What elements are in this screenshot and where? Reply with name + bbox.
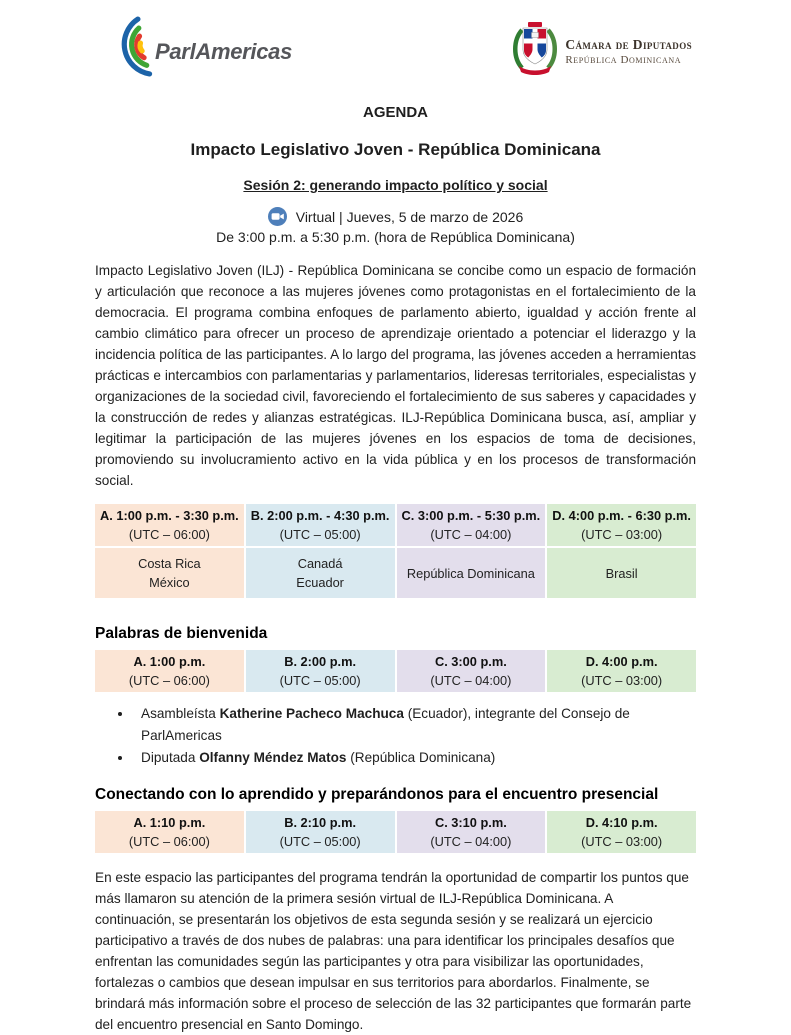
timezone-time: C. 3:00 p.m. - 5:30 p.m. bbox=[401, 508, 541, 523]
session-utc: (UTC – 06:00) bbox=[128, 834, 210, 849]
parlamericas-arcs-icon bbox=[103, 16, 161, 87]
welcome-time-cell-b bbox=[246, 650, 395, 692]
intro-paragraph: Impacto Legislativo Joven (ILJ) - República Dominicana se concibe como un espacio de formación y articulación que reconoce a las mujeres jóvenes como protagonistas en el fortalecimiento de la democracia. El programa combina enfoques de parlamento abierto, igualdad y acción frente al cambio climático para ofrecer un proceso de aprendizaje orientado a potenciar el liderazgo y la incidencia política de las participantes. A lo largo del programa, las jóvenes acceden a herramientas prácticas e intercambios con parlamentarias y parlamentarios, lideresas territoriales, especialistas y organizaciones de la sociedad civil, favoreciendo el fortalecimiento de sus saberes y capacidades y la construcción de redes y alianzas estratégicas. ILJ-República Dominicana busca, así, ampliar y legitimar la participación de las mujeres jóvenes en los espacios de toma de decisiones, promoviendo su involucramiento activo en la vida pública y en los procesos de transformación social. bbox=[95, 263, 696, 488]
timezone-cell-d bbox=[547, 504, 696, 546]
session-utc: (UTC – 03:00) bbox=[581, 834, 663, 849]
timezone-table bbox=[93, 502, 698, 600]
speaker-title: Asambleísta bbox=[141, 706, 220, 721]
session-utc: (UTC – 05:00) bbox=[279, 673, 361, 688]
timezone-utc: (UTC – 04:00) bbox=[430, 527, 512, 542]
session-time: D. 4:00 p.m. bbox=[585, 654, 658, 669]
session-time: A. 1:00 p.m. bbox=[133, 654, 206, 669]
speaker-name: Olfanny Méndez Matos bbox=[199, 750, 347, 765]
session-utc: (UTC – 04:00) bbox=[430, 673, 512, 688]
connecting-time-cell-a bbox=[95, 811, 244, 853]
country-name: México bbox=[149, 575, 190, 590]
country-name: Ecuador bbox=[296, 575, 344, 590]
chamber-name: Cámara de Diputados bbox=[565, 37, 692, 52]
session-title: Sesión 2: generando impacto político y social bbox=[243, 177, 548, 193]
section-heading-welcome: Palabras de bienvenida bbox=[95, 625, 268, 642]
timezone-countries-row bbox=[95, 548, 696, 598]
welcome-times-table bbox=[93, 648, 698, 694]
country-name: Brasil bbox=[605, 565, 638, 581]
connecting-time-cell-d bbox=[547, 811, 696, 853]
welcome-times-row bbox=[95, 650, 696, 692]
video-camera-icon bbox=[268, 207, 287, 226]
timezone-cell-c bbox=[397, 504, 546, 546]
event-mode-text: Virtual | Jueves, 5 de marzo de 2026 bbox=[295, 208, 524, 225]
agenda-label: AGENDA bbox=[362, 104, 428, 121]
speaker-detail: (Ecuador), integrante del Consejo de ParlAmericas bbox=[141, 706, 630, 743]
connecting-time-cell-c bbox=[397, 811, 546, 853]
country-name: Costa Rica bbox=[138, 556, 201, 571]
session-utc: (UTC – 05:00) bbox=[279, 834, 361, 849]
dominican-coat-of-arms-icon bbox=[512, 20, 558, 83]
country-name: República Dominicana bbox=[406, 565, 535, 581]
countries-cell-b bbox=[246, 548, 395, 598]
welcome-time-cell-a bbox=[95, 650, 244, 692]
welcome-time-cell-c bbox=[397, 650, 546, 692]
timezone-cell-a bbox=[95, 504, 244, 546]
connecting-times-table bbox=[93, 809, 698, 855]
chamber-logo-text bbox=[565, 37, 692, 66]
page-title: Impacto Legislativo Joven - República Dominicana bbox=[190, 140, 601, 159]
countries-cell-c bbox=[397, 548, 546, 598]
country-name: Canadá bbox=[297, 556, 343, 571]
connecting-time-cell-b bbox=[246, 811, 395, 853]
session-utc: (UTC – 06:00) bbox=[128, 673, 210, 688]
speaker-item bbox=[133, 747, 696, 769]
timezone-time: B. 2:00 p.m. - 4:30 p.m. bbox=[250, 508, 390, 523]
countries-cell-a bbox=[95, 548, 244, 598]
parlamericas-logo bbox=[103, 16, 292, 87]
event-time-text: De 3:00 p.m. a 5:30 p.m. (hora de República Dominicana) bbox=[216, 229, 575, 245]
section-heading-connecting: Conectando con lo aprendido y preparándonos para el encuentro presencial bbox=[95, 786, 659, 803]
camara-diputados-logo bbox=[512, 20, 692, 83]
session-utc: (UTC – 04:00) bbox=[430, 834, 512, 849]
event-mode-line bbox=[95, 207, 696, 226]
session-time: D. 4:10 p.m. bbox=[585, 815, 658, 830]
session-utc: (UTC – 03:00) bbox=[581, 673, 663, 688]
speaker-detail: (República Dominicana) bbox=[346, 750, 496, 765]
speaker-title: Diputada bbox=[141, 750, 200, 765]
countries-cell-d bbox=[547, 548, 696, 598]
timezone-time: A. 1:00 p.m. - 3:30 p.m. bbox=[100, 508, 239, 523]
speaker-item bbox=[133, 703, 696, 747]
parlamericas-logo-text: ParlAmericas bbox=[155, 38, 293, 64]
chamber-country: República Dominicana bbox=[565, 54, 682, 66]
timezone-utc: (UTC – 05:00) bbox=[279, 527, 361, 542]
session-time: B. 2:00 p.m. bbox=[284, 654, 357, 669]
timezone-utc: (UTC – 06:00) bbox=[128, 527, 210, 542]
session-time: A. 1:10 p.m. bbox=[133, 815, 206, 830]
timezone-time: D. 4:00 p.m. - 6:30 p.m. bbox=[552, 508, 691, 523]
title-block bbox=[95, 104, 696, 245]
timezone-header-row bbox=[95, 504, 696, 546]
timezone-cell-b bbox=[246, 504, 395, 546]
header-logos bbox=[95, 14, 696, 88]
session-time: C. 3:10 p.m. bbox=[434, 815, 507, 830]
session-time: B. 2:10 p.m. bbox=[284, 815, 357, 830]
connecting-times-row bbox=[95, 811, 696, 853]
timezone-utc: (UTC – 03:00) bbox=[581, 527, 663, 542]
welcome-time-cell-d bbox=[547, 650, 696, 692]
session-time: C. 3:00 p.m. bbox=[434, 654, 507, 669]
closing-paragraph: En este espacio las participantes del programa tendrán la oportunidad de compartir los puntos que más llamaron su atención de la primera sesión virtual de ILJ-República Dominicana. A continuación, se presentarán los objetivos de esta segunda sesión y se realizará un ejercicio participativo a través de dos nubes de palabras: una para identificar los principales desafíos que enfrentan las comunidades según las participantes y otra para visibilizar las oportunidades, fortalezas o cambios que desean impulsar en sus territorios para abordarlos. Finalmente, se brindará más información sobre el proceso de selección de las 32 participantes que formarán parte del encuentro presencial en Santo Domingo. bbox=[95, 870, 692, 1032]
speakers-list bbox=[95, 703, 696, 769]
speaker-name: Katherine Pacheco Machuca bbox=[219, 706, 404, 721]
